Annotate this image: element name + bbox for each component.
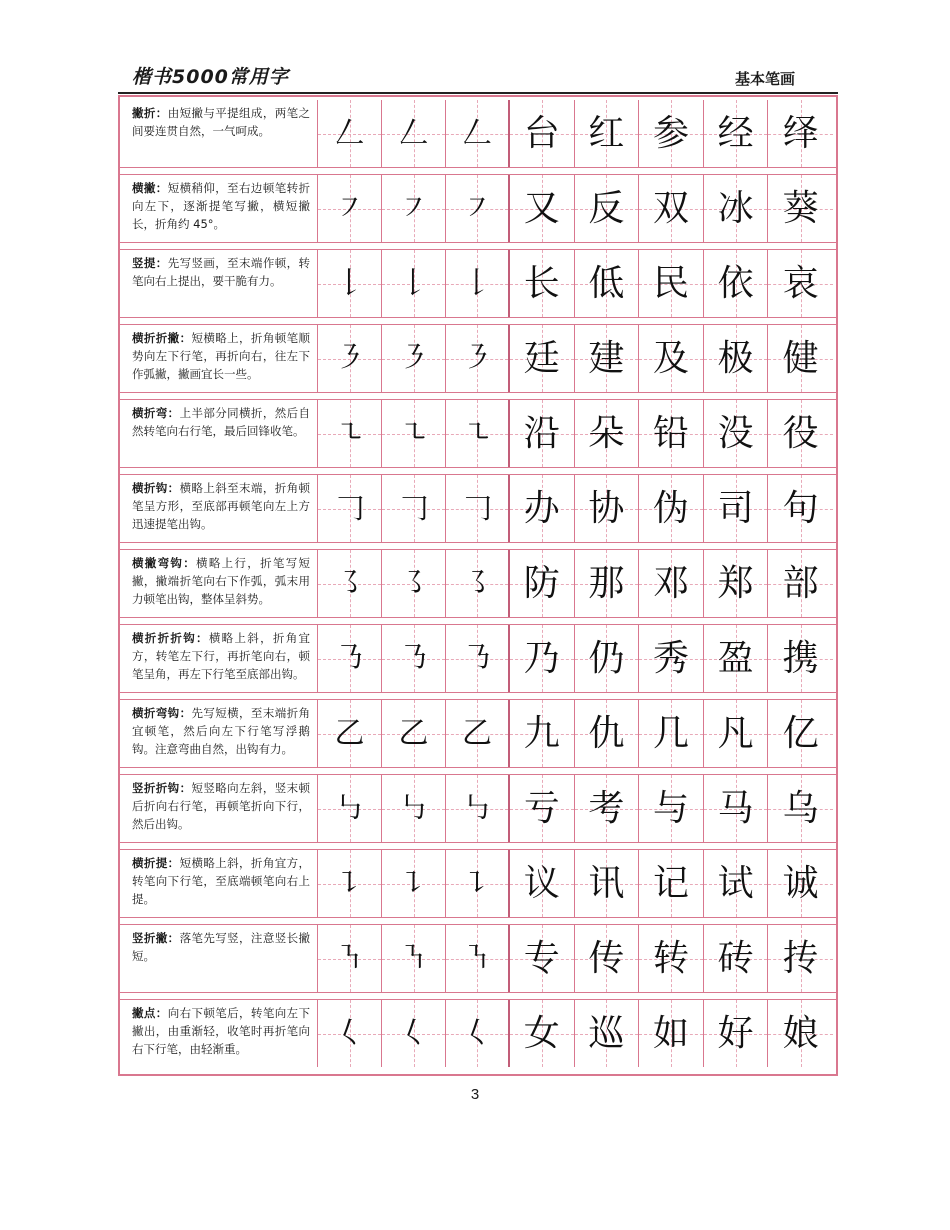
example-character: 讯 [588,862,625,904]
stroke-instructions: 横略上斜，折角宜方，转笔左下行，再折笔向右，顿笔呈角，再左下行笔至底部出钩。 [132,631,311,681]
example-character: 仇 [588,712,625,754]
stroke-sample-cell [446,475,510,542]
example-character: 办 [523,487,560,529]
stroke-instructions: 上半部分同横折，然后自然转笔向右行笔，最后回锋收笔。 [132,406,311,438]
stroke-glyph: ㇌ [462,565,492,601]
example-character-cell [510,550,575,617]
example-character-cell [575,700,640,767]
stroke-description [120,925,318,992]
stroke-row [120,100,836,167]
example-character-cell [768,250,833,317]
stroke-row [120,325,836,392]
section-title: 基本笔画 [735,70,796,88]
stroke-glyph: 乙 [462,715,492,751]
stroke-description [120,850,318,917]
example-character-cell [575,325,640,392]
example-character: 参 [652,112,689,154]
example-character-cell [575,775,640,842]
stroke-glyph: 𠃌 [462,490,492,526]
stroke-glyph: ㇉ [398,790,429,826]
example-character: 马 [717,787,754,829]
example-character-cell [575,850,640,917]
example-character: 九 [523,712,560,754]
stroke-name: 竖折撇： [132,931,180,945]
stroke-sample-cell [318,625,382,692]
row-separator [120,392,836,400]
stroke-description [120,325,318,392]
example-character: 盈 [717,637,754,679]
example-character-cell [575,550,640,617]
example-character: 长 [523,262,560,304]
stroke-glyph: 𠃋 [398,115,429,151]
example-character: 极 [717,337,754,379]
example-character-cell [768,625,833,692]
example-character: 乃 [523,637,560,679]
example-character: 及 [652,337,689,379]
stroke-glyph: ㇊ [398,865,429,901]
example-character: 哀 [782,262,819,304]
stroke-sample-cell [382,400,446,467]
stroke-glyph: 乙 [398,715,429,751]
stroke-description [120,625,318,692]
example-character: 几 [652,712,689,754]
example-character-cell [510,775,575,842]
example-character: 巡 [588,1012,625,1054]
stroke-description [120,250,318,317]
stroke-name: 横折钩： [132,481,180,495]
stroke-name: 横撇： [132,181,168,195]
example-character-cell [704,325,769,392]
stroke-row [120,550,836,617]
example-character-cell [768,175,833,242]
stroke-row [120,400,836,467]
example-character-cell [639,175,704,242]
example-character: 没 [717,412,754,454]
stroke-sample-cell [382,1000,446,1067]
stroke-glyph: ㇉ [462,790,492,826]
stroke-glyph: ㇡ [462,640,492,676]
example-character-cell [510,325,575,392]
example-character-cell [768,925,833,992]
stroke-row [120,475,836,542]
stroke-glyph: 𠃋 [462,115,492,151]
example-character-cell [639,100,704,167]
example-character: 经 [717,112,754,154]
example-character-cell [510,100,575,167]
example-character-cell [768,400,833,467]
stroke-glyph: 𡿨 [462,1015,492,1051]
example-character: 建 [588,337,625,379]
stroke-description [120,550,318,617]
stroke-glyph: ㇊ [462,865,492,901]
example-character-cell [639,850,704,917]
example-character-cell [575,925,640,992]
example-character: 红 [588,112,625,154]
stroke-name: 横折提： [132,856,180,870]
example-character-cell [510,250,575,317]
stroke-description [120,775,318,842]
stroke-description [120,700,318,767]
stroke-glyph: ㇎ [398,940,429,976]
example-character-cell [768,325,833,392]
example-character-cell [768,700,833,767]
example-character: 又 [523,187,560,229]
stroke-sample-cell [318,775,382,842]
example-character-cell [639,400,704,467]
stroke-glyph: ㇋ [462,340,492,376]
example-character: 转 [652,937,689,979]
stroke-name: 横折弯： [132,406,180,420]
example-character: 携 [782,637,819,679]
example-character-cell [704,1000,769,1067]
example-character-cell [704,250,769,317]
stroke-sample-cell [446,550,510,617]
stroke-glyph: ㇍ [398,415,429,451]
example-character: 部 [782,562,819,604]
stroke-instructions: 先写短横，至末端折角宜顿笔，然后向左下行笔写浮鹅钩。注意弯曲自然，出钩有力。 [132,706,311,756]
stroke-instructions: 由短撇与平提组成，两笔之间要连贯自然，一气呵成。 [132,106,311,138]
example-character: 亿 [782,712,819,754]
example-character-cell [768,550,833,617]
stroke-sample-cell [382,625,446,692]
example-character-cell [704,850,769,917]
example-character: 健 [782,337,819,379]
stroke-sample-cell [382,700,446,767]
example-character-cell [575,250,640,317]
example-character-cell [704,100,769,167]
example-character-cell [510,625,575,692]
example-character: 诚 [782,862,819,904]
example-character-cell [704,925,769,992]
stroke-glyph: ㇎ [462,940,492,976]
example-character: 砖 [717,937,754,979]
example-character-cell [704,550,769,617]
stroke-glyph: ㇋ [334,340,365,376]
stroke-instructions: 横略上斜至末端，折角顿笔呈方形，至底部再顿笔向左上方迅速提笔出钩。 [132,481,311,531]
example-character: 抟 [782,937,819,979]
stroke-description [120,475,318,542]
stroke-sample-cell [318,175,382,242]
example-character: 专 [523,937,560,979]
stroke-sample-cell [318,925,382,992]
row-separator [120,992,836,1000]
example-character-cell [639,550,704,617]
example-character: 双 [652,187,689,229]
example-character-cell [768,100,833,167]
example-character-cell [704,175,769,242]
example-character: 郑 [717,562,754,604]
stroke-glyph: 𠃋 [334,115,365,151]
example-character-cell [768,475,833,542]
stroke-sample-cell [382,250,446,317]
stroke-sample-cell [446,925,510,992]
example-character-cell [639,700,704,767]
example-character: 役 [782,412,819,454]
example-character-cell [575,100,640,167]
stroke-glyph: 𠄌 [398,265,429,301]
example-character-cell [704,625,769,692]
example-character: 沿 [523,412,560,454]
row-separator [120,467,836,475]
row-separator [120,242,836,250]
stroke-instructions: 短横略上，折角顿笔顺势向左下行笔，再折向右，往左下作弧撇，撇画宜长一些。 [132,331,311,381]
row-separator [120,317,836,325]
row-separator [120,767,836,775]
stroke-sample-cell [318,325,382,392]
page-number: 3 [470,1086,480,1103]
stroke-glyph: ㇎ [334,940,365,976]
example-character-cell [639,250,704,317]
example-character-cell [704,400,769,467]
stroke-name: 撇点： [132,1006,168,1020]
example-character: 廷 [523,337,560,379]
stroke-glyph: ㇌ [334,565,365,601]
stroke-sample-cell [446,625,510,692]
stroke-name: 竖折折钩： [132,781,192,795]
example-character: 议 [523,862,560,904]
stroke-sample-cell [446,100,510,167]
stroke-glyph: ㇋ [398,340,429,376]
example-character-cell [639,1000,704,1067]
stroke-sample-cell [318,850,382,917]
stroke-row [120,175,836,242]
stroke-description [120,175,318,242]
book-title: 楷书5000常用字 [132,66,289,88]
stroke-row [120,850,836,917]
stroke-sample-cell [446,775,510,842]
stroke-instructions: 短竖略向左斜，竖末顿后折向右行笔，再顿笔折向下行，然后出钩。 [132,781,311,831]
example-character: 冰 [717,187,754,229]
example-character-cell [639,625,704,692]
row-separator [120,617,836,625]
stroke-instructions: 先写竖画，至末端作顿，转笔向右上提出，要干脆有力。 [132,256,311,288]
example-character: 绎 [782,112,819,154]
example-character: 民 [652,262,689,304]
stroke-name: 竖提： [132,256,168,270]
stroke-glyph: ㇇ [334,190,365,226]
example-character-cell [768,775,833,842]
stroke-sample-cell [446,1000,510,1067]
stroke-sample-cell [318,550,382,617]
stroke-sample-cell [382,100,446,167]
stroke-name: 横折折撇： [132,331,192,345]
practice-sheet [118,95,838,1076]
example-character: 记 [652,862,689,904]
example-character: 考 [588,787,625,829]
stroke-sample-cell [446,850,510,917]
stroke-sample-cell [446,250,510,317]
stroke-glyph: 𠃌 [334,490,365,526]
stroke-glyph: ㇉ [334,790,365,826]
stroke-sample-cell [382,850,446,917]
stroke-row [120,250,836,317]
stroke-glyph: 𠄌 [334,265,365,301]
example-character: 司 [717,487,754,529]
stroke-description [120,400,318,467]
stroke-sample-cell [318,400,382,467]
stroke-row [120,1000,836,1067]
row-separator [120,542,836,550]
example-character-cell [575,1000,640,1067]
example-character-cell [510,850,575,917]
stroke-sample-cell [446,700,510,767]
example-character-cell [704,475,769,542]
example-character-cell [510,1000,575,1067]
example-character-cell [639,775,704,842]
stroke-sample-cell [382,325,446,392]
header-rule [118,92,838,94]
stroke-glyph: 𠄌 [462,265,492,301]
stroke-sample-cell [318,1000,382,1067]
stroke-glyph: ㇊ [334,865,365,901]
example-character: 秀 [652,637,689,679]
example-character-cell [575,175,640,242]
stroke-glyph: 𡿨 [398,1015,429,1051]
example-character-cell [510,925,575,992]
stroke-row [120,625,836,692]
stroke-sample-cell [446,175,510,242]
stroke-description [120,1000,318,1067]
stroke-sample-cell [382,550,446,617]
example-character: 仍 [588,637,625,679]
example-character-cell [510,475,575,542]
example-character: 协 [588,487,625,529]
example-character: 反 [588,187,625,229]
stroke-glyph: 𡿨 [334,1015,365,1051]
example-character-cell [768,1000,833,1067]
example-character: 乌 [782,787,819,829]
example-character-cell [510,175,575,242]
example-character-cell [510,400,575,467]
stroke-glyph: ㇌ [398,565,429,601]
stroke-name: 横撇弯钩： [132,556,197,570]
example-character-cell [768,850,833,917]
stroke-sample-cell [382,775,446,842]
stroke-glyph: ㇡ [334,640,365,676]
stroke-glyph: 𠃌 [398,490,429,526]
example-character: 女 [523,1012,560,1054]
stroke-glyph: ㇍ [334,415,365,451]
row-separator [120,917,836,925]
stroke-row [120,775,836,842]
stroke-sample-cell [318,250,382,317]
stroke-sample-cell [318,100,382,167]
stroke-description [120,100,318,167]
example-character: 邓 [652,562,689,604]
stroke-sample-cell [318,700,382,767]
row-separator [120,167,836,175]
stroke-instructions: 短横略上斜，折角宜方，转笔向下行笔，至底端顿笔向右上提。 [132,856,311,906]
example-character: 依 [717,262,754,304]
example-character: 试 [717,862,754,904]
stroke-glyph: ㇡ [398,640,429,676]
example-character: 伪 [652,487,689,529]
stroke-glyph: 乙 [334,715,365,751]
example-character: 亏 [523,787,560,829]
example-character: 朵 [588,412,625,454]
stroke-instructions: 横略上行，折笔写短撇，撇端折笔向右下作弧，弧末用力顿笔出钩，整体呈斜势。 [132,556,311,606]
example-character-cell [575,475,640,542]
example-character: 那 [588,562,625,604]
row-separator [120,842,836,850]
stroke-sample-cell [382,175,446,242]
stroke-row [120,700,836,767]
stroke-glyph: ㇍ [462,415,492,451]
example-character-cell [639,925,704,992]
example-character: 与 [652,787,689,829]
stroke-sample-cell [446,325,510,392]
stroke-glyph: ㇇ [462,190,492,226]
stroke-name: 横折弯钩： [132,706,192,720]
row-separator [120,692,836,700]
example-character: 防 [523,562,560,604]
stroke-instructions: 短横稍仰，至右边顿笔转折向左下，逐渐提笔写撇，横短撇长，折角约 45°。 [132,181,311,231]
example-character: 台 [523,112,560,154]
example-character-cell [704,700,769,767]
example-character-cell [575,400,640,467]
example-character: 葵 [782,187,819,229]
stroke-sample-cell [382,475,446,542]
example-character: 凡 [717,712,754,754]
example-character-cell [704,775,769,842]
stroke-sample-cell [318,475,382,542]
example-character: 娘 [782,1012,819,1054]
stroke-name: 撇折： [132,106,168,120]
example-character: 传 [588,937,625,979]
example-character-cell [639,325,704,392]
example-character-cell [575,625,640,692]
stroke-name: 横折折折钩： [132,631,209,645]
example-character: 好 [717,1012,754,1054]
stroke-sample-cell [446,400,510,467]
example-character: 如 [652,1012,689,1054]
example-character: 低 [588,262,625,304]
example-character: 句 [782,487,819,529]
stroke-instructions: 向右下顿笔后，转笔向左下撇出，由重渐轻，收笔时再折笔向右下行笔，由轻渐重。 [132,1006,311,1056]
example-character-cell [639,475,704,542]
stroke-row [120,925,836,992]
example-character-cell [510,700,575,767]
stroke-glyph: ㇇ [398,190,429,226]
stroke-sample-cell [382,925,446,992]
example-character: 铅 [652,412,689,454]
stroke-instructions: 落笔先写竖，注意竖长撇短。 [132,931,311,963]
